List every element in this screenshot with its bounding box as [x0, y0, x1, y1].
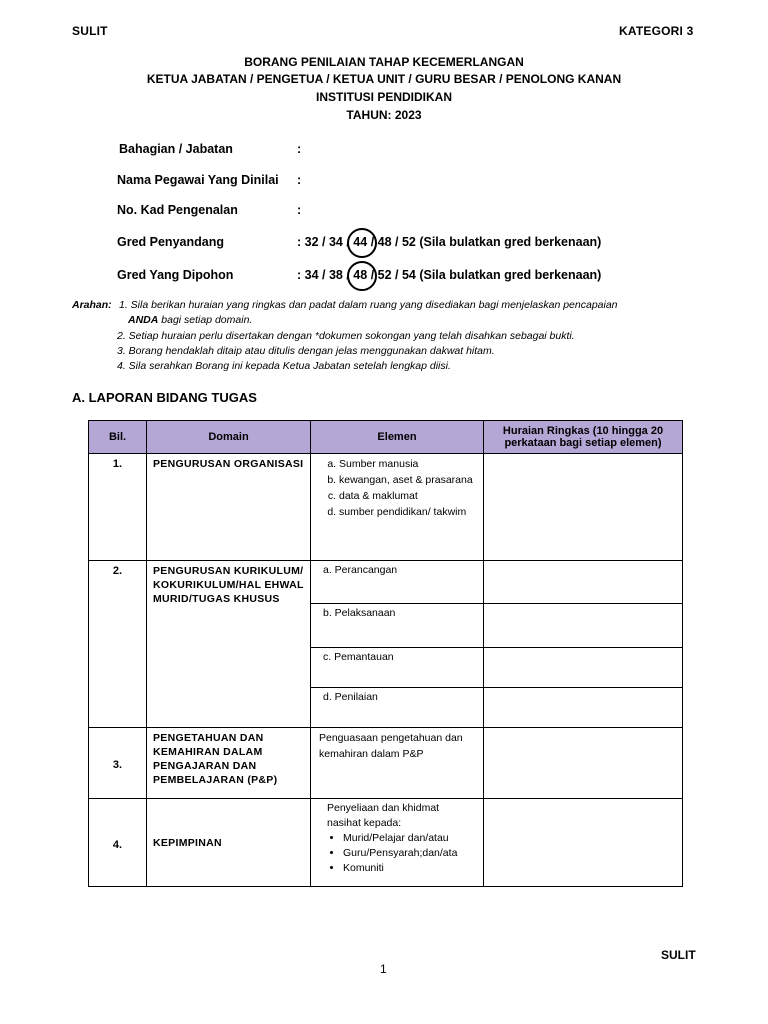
header-bil: Bil.	[89, 421, 147, 454]
row1-item-a: a. Sumber manusia	[339, 456, 475, 472]
arahan-note-1: 1. Sila berikan huraian yang ringkas dan padat dalam ruang yang disediakan bagi menjelaskan pencapaian	[119, 299, 618, 311]
table-row	[89, 728, 683, 799]
form-subtitle-roles: KETUA JABATAN / PENGETUA / KETUA UNIT / GURU BESAR / PENOLONG KANAN	[146, 72, 622, 86]
field-gred-dipohon-label: Gred Yang Dipohon	[117, 268, 234, 282]
row3-bil: 3.	[89, 728, 147, 799]
arahan-note-3: 3. Borang hendaklah ditaip atau ditulis dengan jelas menggunakan dakwat hitam.	[117, 345, 495, 357]
gred-dipohon-prefix: : 34 / 38 /	[297, 268, 350, 282]
row1-item-c: c. data & maklumat	[339, 488, 475, 504]
gred-dipohon-suffix: / 52 / 54 (Sila bulatkan gred berkenaan)	[370, 268, 602, 282]
gred-penyandang-prefix: : 32 / 34 /	[297, 235, 350, 249]
row2-huraian-c[interactable]	[484, 648, 683, 688]
table-row	[89, 799, 683, 887]
table-row	[89, 454, 683, 561]
gred-dipohon-circled: 48	[353, 268, 368, 282]
row4-domain: KEPIMPINAN	[147, 799, 311, 887]
field-gred-penyandang-label: Gred Penyandang	[117, 235, 224, 249]
field-kad-label: No. Kad Pengenalan	[117, 203, 238, 217]
form-title: BORANG PENILAIAN TAHAP KECEMERLANGAN	[244, 55, 524, 69]
field-bahagian-label: Bahagian / Jabatan	[119, 142, 233, 156]
row1-huraian-cell[interactable]	[484, 454, 683, 561]
row1-elemen	[311, 454, 484, 561]
gred-penyandang-circled: 44	[353, 235, 368, 249]
arahan-label: Arahan:	[72, 299, 112, 311]
header-elemen: Elemen	[311, 421, 484, 454]
row1-item-b: b. kewangan, aset & prasarana	[339, 472, 475, 488]
form-subtitle-institution: INSTITUSI PENDIDIKAN	[315, 90, 452, 104]
arahan-note-2: 2. Setiap huraian perlu disertakan dengan *dokumen sokongan yang telah disahkan sebagai bukti.	[117, 330, 575, 342]
field-gred-dipohon-value	[297, 268, 601, 282]
row2-huraian-d[interactable]	[484, 688, 683, 728]
gred-penyandang-suffix: / 48 / 52 (Sila bulatkan gred berkenaan)	[370, 235, 602, 249]
row4-item-murid: • Murid/Pelajar dan/atau	[343, 831, 475, 846]
field-nama-label: Nama Pegawai Yang Dinilai	[117, 173, 279, 187]
header-domain: Domain	[147, 421, 311, 454]
laporan-table	[88, 420, 683, 887]
table-row	[89, 561, 683, 604]
row2-huraian-a[interactable]	[484, 561, 683, 604]
row1-domain: PENGURUSAN ORGANISASI	[147, 454, 311, 561]
row2-bil: 2.	[89, 561, 147, 728]
arahan-note-1-cont	[128, 313, 252, 328]
page-number: 1	[380, 962, 387, 976]
header-sulit: SULIT	[72, 24, 108, 38]
field-nama-colon: :	[297, 173, 302, 187]
row3-elemen: Penguasaan pengetahuan dan kemahiran dalam P&P	[311, 728, 484, 799]
header-huraian: Huraian Ringkas (10 hingga 20 perkataan bagi setiap elemen)	[484, 421, 683, 454]
field-bahagian-colon: :	[297, 142, 302, 156]
row2-elemen-c: c. Pemantauan	[311, 648, 484, 688]
table-header-row	[89, 421, 683, 454]
row3-huraian-cell[interactable]	[484, 728, 683, 799]
row4-item-komuniti: • Komuniti	[343, 861, 475, 876]
row4-intro: Penyeliaan dan khidmat nasihat kepada:	[327, 802, 440, 829]
row2-elemen-a: a. Perancangan	[311, 561, 484, 604]
row1-bil: 1.	[89, 454, 147, 561]
form-year: TAHUN: 2023	[346, 108, 422, 122]
row2-domain: PENGURUSAN KURIKULUM/ KOKURIKULUM/HAL EHWAL MURID/TUGAS KHUSUS	[147, 561, 311, 728]
row2-huraian-b[interactable]	[484, 604, 683, 648]
section-title: A. LAPORAN BIDANG TUGAS	[72, 390, 257, 405]
row4-elemen	[311, 799, 484, 887]
row4-item-guru: • Guru/Pensyarah;dan/ata	[343, 846, 475, 861]
footer-sulit: SULIT	[661, 948, 696, 962]
row4-huraian-cell[interactable]	[484, 799, 683, 887]
arahan-anda: ANDA	[128, 314, 159, 326]
arahan-note-1-rest: bagi setiap domain.	[158, 314, 253, 326]
row3-domain: PENGETAHUAN DAN KEMAHIRAN DALAM PENGAJARAN DAN PEMBELAJARAN (P&P)	[147, 728, 311, 799]
arahan-note-4: 4. Sila serahkan Borang ini kepada Ketua Jabatan setelah lengkap diisi.	[117, 360, 451, 372]
header-kategori: KATEGORI 3	[619, 24, 694, 38]
row4-bil: 4.	[89, 799, 147, 887]
field-gred-penyandang-value	[297, 235, 601, 249]
row2-elemen-b: b. Pelaksanaan	[311, 604, 484, 648]
row2-elemen-d: d. Penilaian	[311, 688, 484, 728]
row1-item-d: d. sumber pendidikan/ takwim	[339, 504, 475, 520]
field-kad-colon: :	[297, 203, 302, 217]
